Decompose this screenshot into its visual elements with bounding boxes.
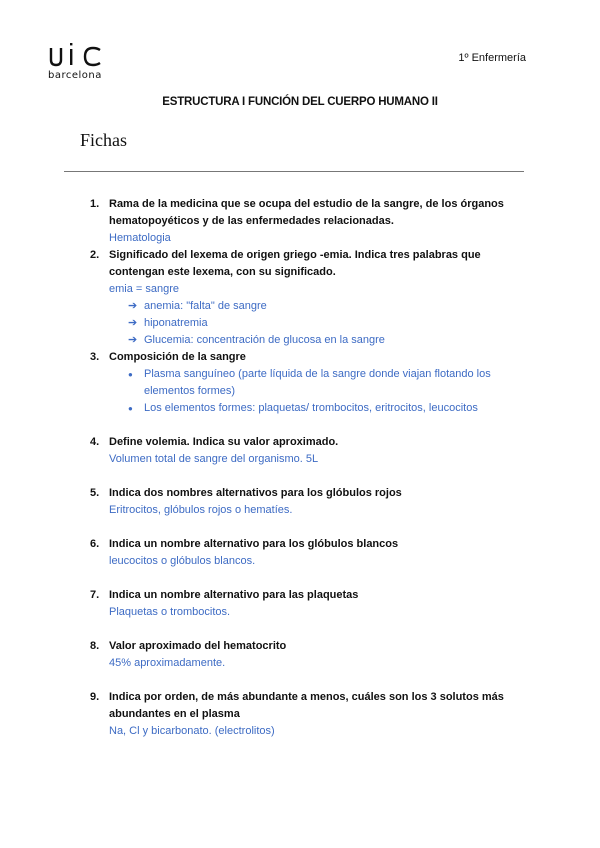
answer-text: Na, Cl y bicarbonato. (electrolitos): [109, 725, 275, 737]
question-text: Valor aproximado del hematocrito: [109, 640, 287, 652]
question-6: [90, 536, 520, 570]
question-number: 7.: [90, 589, 100, 601]
bullet-icon: ●: [128, 404, 133, 413]
uic-logo-mark: [48, 40, 104, 68]
question-number: 1.: [90, 198, 100, 210]
list-item: [90, 298, 520, 315]
question-text: Indica dos nombres alternativos para los glóbulos rojos: [109, 487, 402, 499]
question-text: Composición de la sangre: [109, 351, 246, 363]
question-number: 4.: [90, 436, 100, 448]
answer-text: Eritrocitos, glóbulos rojos o hematíes.: [109, 504, 293, 516]
answer-text: leucocitos o glóbulos blancos.: [109, 555, 256, 567]
bullet-icon: ●: [128, 370, 133, 379]
question-number: 5.: [90, 487, 100, 499]
question-text: Indica un nombre alternativo para las plaquetas: [109, 589, 359, 601]
section-title: Fichas: [80, 130, 127, 150]
question-2: [90, 247, 520, 349]
question-number: 3.: [90, 351, 100, 363]
question-text: Indica un nombre alternativo para los glóbulos blancos: [109, 538, 399, 550]
arrow-right-icon: ➔: [128, 300, 138, 312]
document-title: ESTRUCTURA I FUNCIÓN DEL CUERPO HUMANO II: [162, 96, 438, 108]
answer-text: Volumen total de sangre del organismo. 5L: [109, 453, 319, 465]
question-text: Indica por orden, de más abundante a menos, cuáles son los 3 solutos más abundantes en el plasma: [109, 691, 504, 720]
list-item-text: hiponatremia: [144, 317, 208, 329]
question-text: Significado del lexema de origen griego -emia. Indica tres palabras que contengan este lexema, con su significado.: [109, 249, 481, 278]
answer-text: Plaquetas o trombocitos.: [109, 606, 231, 618]
question-number: 9.: [90, 691, 100, 703]
question-text: Rama de la medicina que se ocupa del estudio de la sangre, de los órganos hematopoyéticos y de las enfermedades relacionadas.: [109, 198, 504, 227]
question-text: Define volemia. Indica su valor aproximado.: [109, 436, 339, 448]
question-1: [90, 196, 520, 247]
question-number: 8.: [90, 640, 100, 652]
list-item: [90, 332, 520, 349]
uic-logo: [48, 40, 108, 84]
list-item: [90, 366, 520, 400]
question-9: [90, 689, 520, 740]
horizontal-divider: [64, 171, 524, 172]
question-7: [90, 587, 520, 621]
course-label: 1º Enfermería: [458, 52, 526, 64]
list-item: [90, 400, 520, 417]
question-5: [90, 485, 520, 519]
question-8: [90, 638, 520, 672]
list-item-text: Plasma sanguíneo (parte líquida de la sangre donde viajan flotando los elementos formes): [144, 368, 491, 397]
arrow-right-icon: ➔: [128, 334, 138, 346]
question-4: [90, 434, 520, 468]
list-item: [90, 315, 520, 332]
question-number: 6.: [90, 538, 100, 550]
question-number: 2.: [90, 249, 100, 261]
list-item-text: Glucemia: concentración de glucosa en la sangre: [144, 334, 385, 346]
arrow-right-icon: ➔: [128, 317, 138, 329]
answer-text: 45% aproximadamente.: [109, 657, 226, 669]
list-item-text: Los elementos formes: plaquetas/ trombocitos, eritrocitos, leucocitos: [144, 402, 478, 414]
answer-text: emia = sangre: [109, 283, 180, 295]
logo-subtitle: barcelona: [48, 70, 102, 81]
question-3: [90, 349, 520, 417]
list-item-text: anemia: "falta" de sangre: [144, 300, 267, 312]
answer-text: Hematologia: [109, 232, 171, 244]
questions-list: [90, 196, 520, 740]
